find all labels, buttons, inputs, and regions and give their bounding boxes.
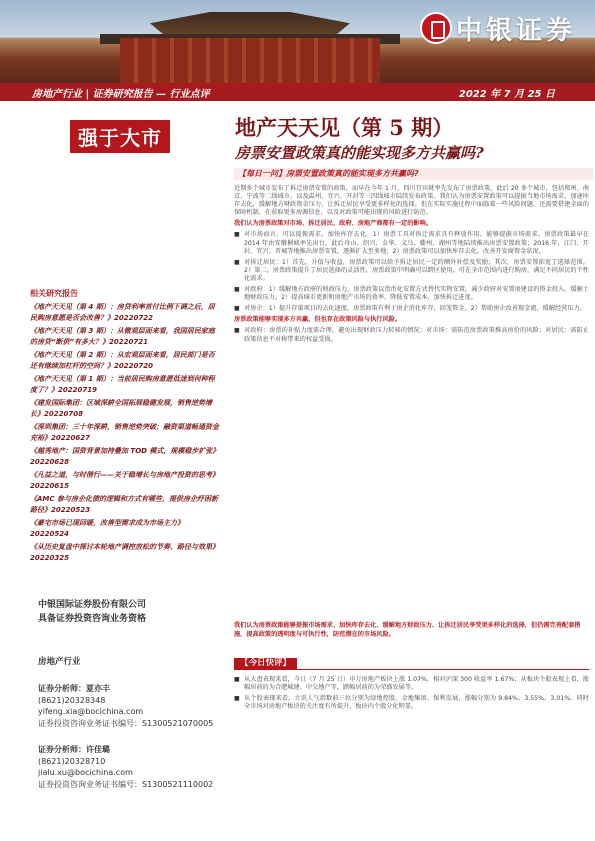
related-report-item[interactable]: 《建发国际集团：区域深耕全国拓展稳健发展，销售逆势增长》20220708 [30, 399, 212, 418]
risk-paragraph: ■ 对政府：房票的补贴力度需合理，避免出现财政压力转移的情况；对市场：需防范房票政策推高房价的风险；对居民：需防止政策信息不对称带来的权益受损。 [234, 327, 589, 343]
organization-block [38, 598, 146, 626]
header-banner [0, 0, 595, 83]
brand-logo [420, 10, 585, 44]
analyst-email[interactable]: jialu.xu@bocichina.com [38, 768, 133, 777]
market-performance-paragraph: ■ 从大盘表现来看，今日（7 月 25 日）申万房地产板块上涨 1.07%，相对沪深 300 收益率 1.67%；从板块个股表现上看，涨幅居前的为合肥城建、中交地产等，跌幅居前的为荣盛发展等。 [234, 676, 589, 692]
today-body [234, 676, 589, 714]
related-report-item[interactable]: 《地产天天见（第 3 期）：从微观层面来看，我国居民家庭的房贷“断供”有多大？》20220721 [30, 327, 215, 346]
related-report-item[interactable]: 《地产天天见（第 4 期）：房贷利率首付比例下调之后，居民购房意愿是否会改善？》20220722 [30, 303, 215, 322]
section-divider [234, 669, 589, 670]
risk-heading: 房票政策能够实现多方共赢，但也存在政策风险与执行风险。 [234, 316, 402, 324]
report-body [234, 185, 589, 347]
related-reports-heading: 相关研究报告 [30, 289, 78, 298]
market-point: ■ 对市场而言，可以提振需求，加快库存去化。1）房票工具对拆迁需求具有释放作用，能够提振市场需求。房票政策最早在 2014 年由安徽桐城率先出台，此后舟山、绍兴、金华、义乌、衢州、湖州等地陆续推出房票安置政策；2016 年，江门、开封、宜兴、晋城等地推出房票安置，逐渐扩大至多地；2）房票政策可以加快库存去化，改善开发商资金状况。 [234, 231, 589, 255]
related-report-item[interactable]: 《地产天天见（第 2 期）：从宏观层面来看，居民部门是否还有继续加杠杆的空间？》20220720 [30, 351, 215, 370]
page-subtitle: 房票安置政策真的能实现多方共赢吗? [235, 144, 484, 162]
category-bar [0, 83, 595, 101]
conclusion-paragraph: 我们认为房票政策能够提振市场需求、加快库存去化、缓解地方财政压力、让拆迁居民享受更多样化的选择，但仍需完善配套措施，提高政策的透明度与可执行性，防范潜在的市场风险。 [234, 622, 581, 638]
related-reports-sidebar [30, 288, 220, 563]
daily-question-tag: 【每日一问】房票安置政策真的能实现多方共赢吗? [234, 168, 593, 180]
related-report-item[interactable]: 《深圳集团：三十年深耕，销售逆势突破；融资渠道畅通资金充裕》20220627 [30, 423, 219, 442]
organization-name: 中银国际证券股份有限公司 [38, 600, 147, 610]
page-title: 地产天天见（第 5 期） [235, 115, 454, 140]
rating-badge: 强于大市 [70, 120, 170, 153]
analyst-card [38, 683, 213, 729]
intro-paragraph: 近期多个城市发布了拆迁房票安置的政策，而早在今年 1 月，四川宜宾就率先发布了房票政策，此后 20 多个城市，包括郑州、南京、宁波等二线城市，以及温州、宜兴、开封等三四线城市陆续发布政策。我们认为房票安置政策可以提振当地市场需求，加速库存去化，缓解地方财政资金压力，让拆迁居民享受更多样化的选择。但在实际实施过程中面临着一些风险问题，还需要搭建全面的保障机制，在获取更多房源信息、以及对政策可能出现的风险进行防范。 [234, 185, 589, 217]
related-report-item[interactable]: 《越秀地产：国资背景加持叠加 TOD 模式，规模稳步扩张》20220628 [30, 447, 220, 466]
analyst-name: 证券分析师：许佳璐 [38, 745, 110, 754]
residents-point: ■ 对拆迁居民：1）首先，升值与收益，房票政策可以给予拆迁居民一定的额外补偿及奖励；其次，房票安置拓宽了选择范围。2）第二，房票政策提升了居民选择的灵活性，房票政策中明确可以跨区使用，可在全市范围内进行购房，满足不同居民的个性化需求。 [234, 259, 589, 283]
related-report-item[interactable]: 《豪宅市场已现回暖，改善型需求成为市场主力》20220524 [30, 519, 184, 538]
analyst-card [38, 744, 213, 790]
building-body-image [120, 38, 380, 83]
bank-logo-icon [420, 12, 452, 44]
industry-label: 房地产行业 [38, 657, 81, 667]
related-report-item[interactable]: 《凡益之道，与时偕行——关于稳增长与房地产投资的思考》20220615 [30, 471, 219, 490]
government-point: ■ 对政府：1）缓解地方政府的财政压力，房票政策以货币化安置方式替代实物安置，减少政府对安置房建设的资金投入，缓解土地财政压力。2）提高城市更新和房地产市场的效率，降低安置成本，加快拆迁进度。 [234, 286, 589, 302]
points-heading: 我们认为房票政策对市场、拆迁居民、政府、房地产商都有一定的影响。 [234, 220, 432, 228]
brand-name: 中银证券 [456, 16, 577, 46]
analyst-cert: 证券投资咨询业务证书编号：S1300521110002 [38, 779, 214, 789]
developer-point: ■ 对房企：1）提升存量项目的去化速度，房票政策有利于房企消化库存，回笼资金。2）帮助房企改善现金流，缓解经营压力。 [234, 305, 589, 313]
organization-qualification: 具备证券投资咨询业务资格 [38, 614, 147, 624]
today-section-heading: 【今日快评】 [234, 658, 297, 669]
analyst-name: 证券分析师：夏亦丰 [38, 684, 110, 693]
analyst-cert: 证券投资咨询业务证书编号：S1300521070005 [38, 718, 214, 728]
related-report-item[interactable]: 《AMC 参与房企化债的逻辑和方式有哪些，提供房企纾困新路径》20220523 [30, 495, 218, 514]
analyst-phone: (8621)20328348 [38, 695, 106, 705]
related-report-item[interactable]: 《地产天天见（第 1 期）：当前居民购房意愿低迷到何种程度了？》20220719 [30, 375, 215, 394]
stock-performance-paragraph: ■ 从个股表现来看，立讯人气指数前三位分别为绿地控股、金地集团、保利发展，涨幅分别为 9.84%、3.55%、3.01%。同时全市场对房地产板块的关注度有所提升，板块内个股分化明显。 [234, 695, 589, 711]
report-date: 2022 年 7 月 25 日 [458, 89, 555, 100]
analyst-email[interactable]: yifeng.xia@bocichina.com [38, 707, 144, 716]
report-category: 房地产行业 | 证券研究报告 — 行业点评 [32, 89, 210, 100]
analyst-phone: (8621)20328710 [38, 756, 106, 766]
related-report-item[interactable]: 《从历史复盘中探讨本轮地产调控放松的节奏、路径与效果》20220325 [30, 543, 219, 562]
